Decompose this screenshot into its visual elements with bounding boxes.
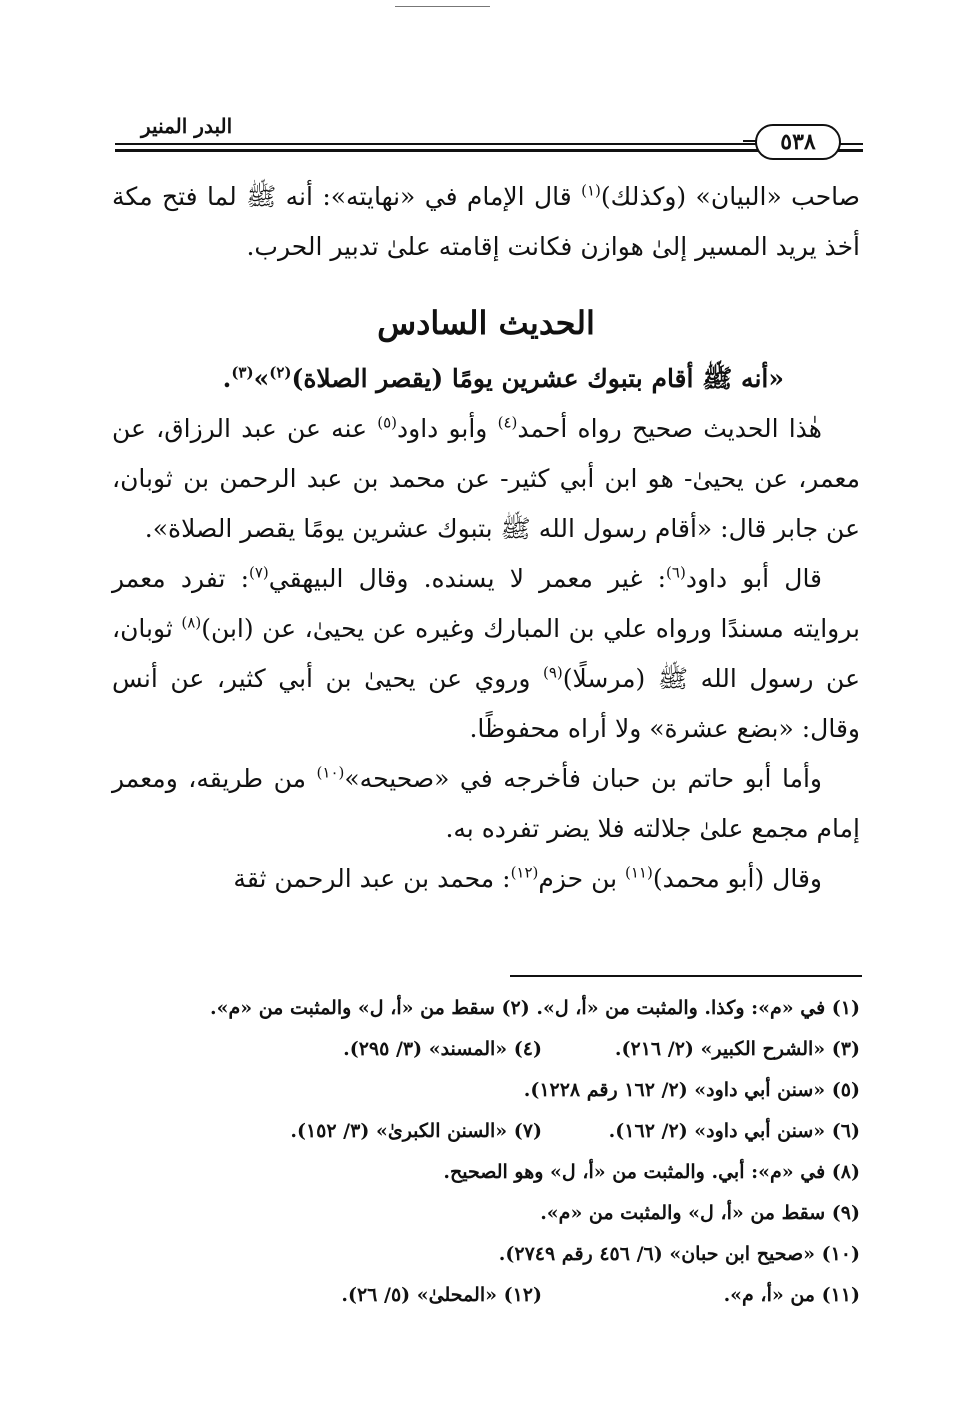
text-run: وقال (أبو محمد): [652, 864, 822, 893]
footnote-ref-2: (٢): [269, 363, 292, 382]
footnote-line: [112, 1070, 860, 1111]
footnote-line: [112, 1193, 860, 1234]
footnote-ref-8: (٨): [181, 613, 202, 632]
footnote-ref-4: (٤): [497, 413, 518, 432]
text-run: : تفرد معمر بروايته مسندًا ورواه علي بن المبارك وغيره عن يحيىٰ، عن (ابن): [112, 564, 860, 643]
text-run: من طريقه، ومعمر إمام مجمع علىٰ جلالته فلا يضر تفرده به.: [112, 764, 860, 843]
main-text: [112, 172, 860, 904]
footnote-ref-12: (١٢): [510, 863, 539, 882]
text-run: عنه عن عبد الرزاق، عن معمر، عن يحيىٰ- هو ابن أبي كثير- عن محمد بن عبد الرحمن بن ثوبان، عن جابر قال: «أقام رسول الله ﷺ بتبوك عشرين يومًا يقصر الصلاة».: [112, 414, 860, 543]
footnote-line: [112, 1234, 860, 1275]
text-run: .: [222, 364, 232, 393]
footnote-11: (١١) من «أ، م».: [723, 1284, 860, 1306]
footnote-line: [112, 988, 860, 1029]
text-run: وروي عن يحيىٰ بن أبي كثير، عن أنس وقال: «بضع عشرة» ولا أراه محفوظًا.: [112, 664, 860, 743]
text-run: صاحب «البيان» (وكذلك): [600, 182, 860, 211]
footnote-10: (١٠) «صحيح ابن حبان» (٦/ ٤٥٦ رقم ٢٧٤٩).: [498, 1243, 860, 1265]
footnote-line: [112, 1029, 860, 1070]
paragraph-4: [112, 754, 860, 854]
footnote-7: (٧) «السنن الكبرىٰ» (٣/ ١٥٢).: [290, 1120, 542, 1142]
text-run: بن حزم: [538, 864, 626, 893]
header-rule-thick: [115, 149, 863, 152]
footnote-ref-7: (٧): [249, 563, 269, 582]
footnote-3: (٣) «الشرح الكبير» (٢/ ٢١٦).: [614, 1038, 860, 1060]
text-run: ثوبان، عن رسول الله ﷺ (مرسلًا): [112, 614, 860, 693]
footnote-8: (٨) في «م»: أبي. والمثبت من «أ، ل» وهو الصحيح.: [443, 1161, 860, 1183]
footnote-ref-5: (٥): [377, 413, 397, 432]
footnote-separator: [510, 975, 862, 977]
footnote-line: [112, 1111, 860, 1152]
footnote-ref-3: (٣): [231, 363, 254, 382]
paragraph-5: [112, 854, 860, 904]
footnote-12: (١٢) «المحلىٰ» (٥/ ٢٦).: [341, 1284, 542, 1306]
footnote-ref-11: (١١): [625, 863, 653, 882]
section-title: الحديث السادس: [377, 304, 595, 342]
hadith-text: [112, 354, 860, 404]
paragraph-2: [112, 404, 860, 554]
footnote-ref-9: (٩): [542, 663, 563, 682]
text-run: : محمد بن عبد الرحمن ثقة: [233, 864, 511, 893]
footnote-line: [112, 1275, 860, 1316]
footnote-6: (٦) «سنن أبي داود» (٢/ ١٦٢).: [608, 1120, 860, 1142]
footnote-9: (٩) سقط من «أ، ل» والمثبت من «م».: [540, 1202, 860, 1224]
footnote-4: (٤) «المسند» (٣/ ٢٩٥).: [343, 1038, 542, 1060]
footnote-1-2: (١) في «م»: وكذا. والمثبت من «أ، ل». (٢) سقط من «أ، ل» والمثبت من «م».: [209, 997, 860, 1019]
footnote-ref-6: (٦): [666, 563, 686, 582]
text-run: «أنه ﷺ أقام بتبوك عشرين يومًا (يقصر الصلاة): [291, 364, 784, 393]
text-run: هٰذا الحديث صحيح رواه أحمد: [517, 414, 822, 443]
header-rule-thin: [115, 143, 863, 145]
page-number: ٥٣٨: [755, 124, 841, 160]
page-header: [115, 112, 863, 162]
text-run: »: [253, 364, 270, 393]
footnote-line: [112, 1152, 860, 1193]
footnote-5: (٥) «سنن أبي داود» (٢/ ١٦٢ رقم ١٢٢٨).: [523, 1079, 860, 1101]
running-title: البدر المنير: [135, 114, 238, 138]
text-run: قال الإمام في «نهايته»: أنه ﷺ لما فتح مكة أخذ يريد المسير إلىٰ هوازن فكانت إقامته علىٰ تدبير الحرب.: [112, 182, 860, 261]
text-run: : غير معمر لا يسنده. وقال البيهقي: [268, 564, 667, 593]
paragraph-3: [112, 554, 860, 754]
footnote-ref-1: (١): [581, 181, 601, 200]
text-run: وأما أبو حاتم بن حبان فأخرجه في «صحيحه»: [344, 764, 822, 793]
footnote-ref-10: (١٠): [316, 763, 345, 782]
top-scan-mark: [395, 6, 490, 7]
paragraph-1: [112, 172, 860, 272]
text-run: وأبو داود: [397, 414, 498, 443]
text-run: قال أبو داود: [685, 564, 823, 593]
footnotes: [112, 988, 860, 1316]
